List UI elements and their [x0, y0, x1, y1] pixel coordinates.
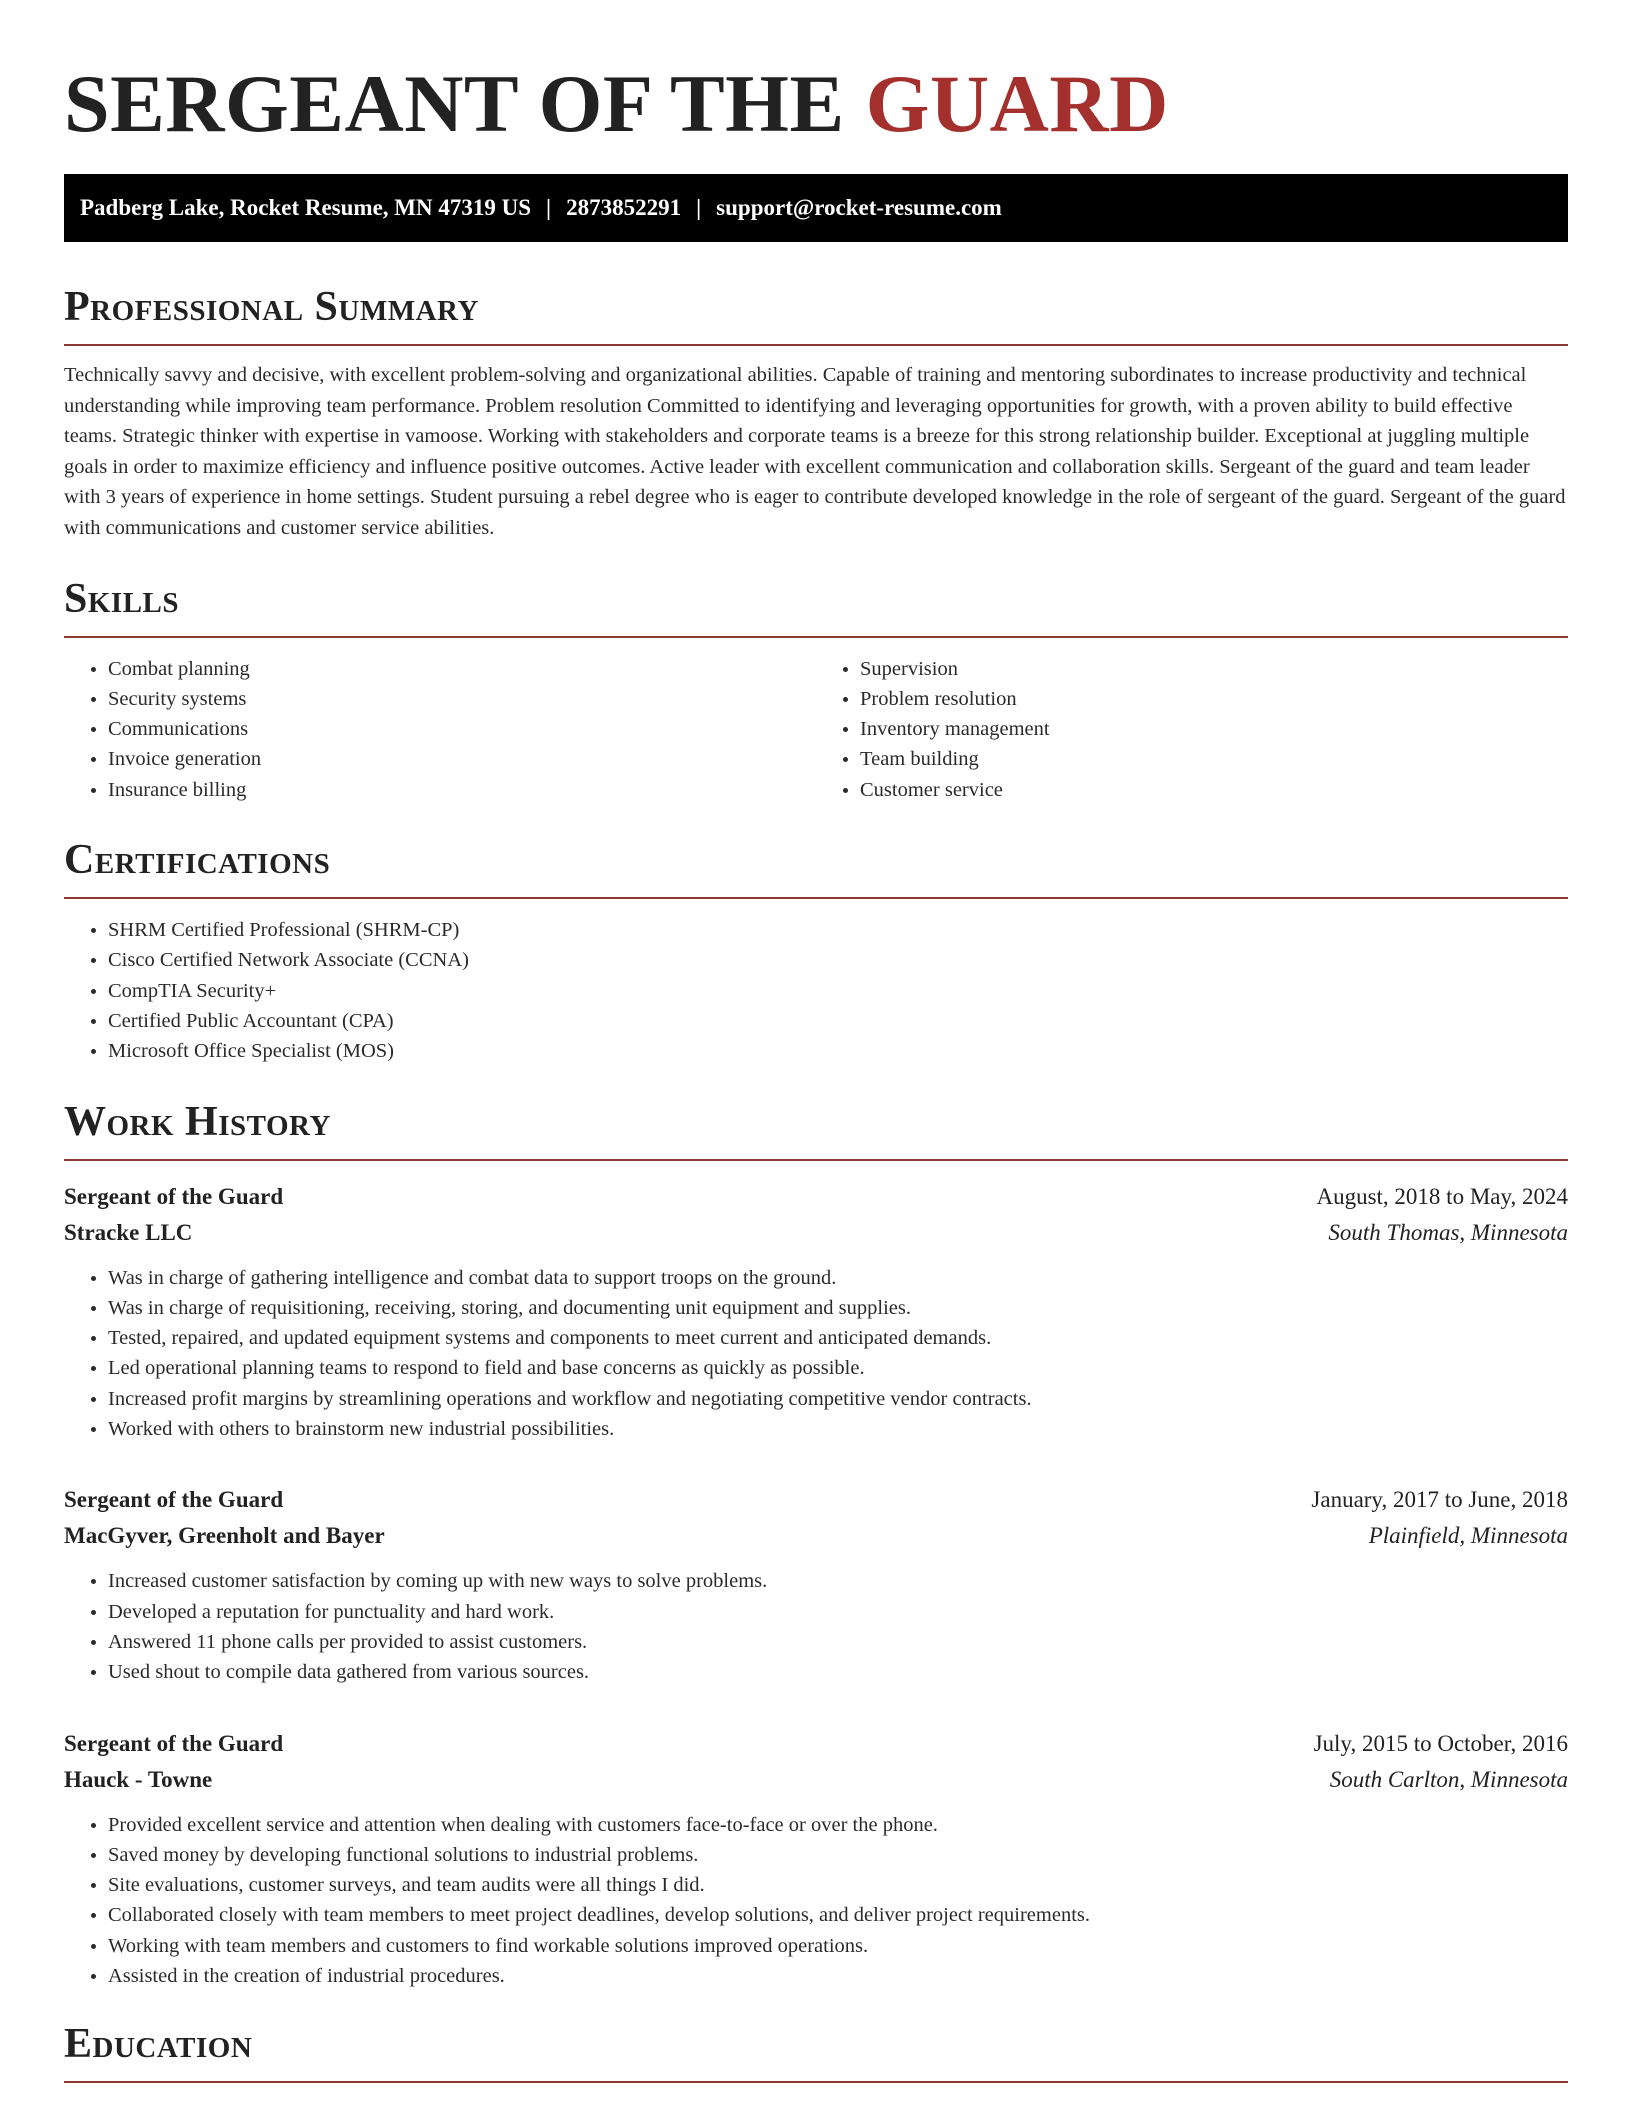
job-header-row — [64, 1482, 1568, 1518]
education-heading: Education — [64, 2021, 253, 2068]
job-bullet: • Used shout to compile data gathered from various sources. — [108, 1657, 1568, 1687]
contact-email[interactable]: support@rocket-resume.com — [716, 195, 1002, 220]
skills-section — [64, 574, 1568, 805]
section-divider — [64, 1159, 1568, 1161]
job-bullet: • Assisted in the creation of industrial procedures. — [108, 1961, 1568, 1991]
skill-item: • Combat planning — [108, 654, 816, 684]
title-accent: GUARD — [865, 58, 1169, 149]
job-company-row — [64, 1518, 1568, 1554]
contact-address: Padberg Lake, Rocket Resume, MN 47319 US — [80, 195, 532, 220]
job-bullet: • Developed a reputation for punctuality and hard work. — [108, 1597, 1568, 1627]
job-bullets — [64, 1810, 1568, 1992]
job-title: Sergeant of the Guard — [64, 1183, 284, 1209]
job-title: Sergeant of the Guard — [64, 1730, 284, 1756]
skill-item: • Team building — [860, 744, 1568, 774]
certification-item: • Certified Public Accountant (CPA) — [108, 1006, 1568, 1036]
skill-item: • Inventory management — [860, 714, 1568, 744]
certification-item: • SHRM Certified Professional (SHRM-CP) — [108, 915, 1568, 945]
job-bullet: • Working with team members and customers to find workable solutions improved operations. — [108, 1931, 1568, 1961]
skill-item: • Insurance billing — [108, 775, 816, 805]
contact-bar — [64, 174, 1568, 242]
certification-item: • Cisco Certified Network Associate (CCNA) — [108, 945, 1568, 975]
section-divider — [64, 344, 1568, 346]
work-history-heading: Work History — [64, 1098, 331, 1145]
job-bullet: • Provided excellent service and attention when dealing with customers face-to-face or over the phone. — [108, 1810, 1568, 1840]
summary-heading: Professional Summary — [64, 284, 479, 330]
skill-item: • Communications — [108, 714, 816, 744]
job-entry — [64, 1482, 1568, 1687]
summary-text: Technically savvy and decisive, with excellent problem-solving and organizational abilities. Capable of training and mentoring subordinates to increase productivity and technical understanding while improving team performance. Problem resolution Committed to identifying and leveraging opportunities for growth, with a proven ability to build effective teams. Strategic thinker with expertise in vamoose. Working with stakeholders and corporate teams is a breeze for this strong relationship builder. Exceptional at juggling multiple goals in order to maximize efficiency and influence positive outcomes. Active leader with excellent communication and collaboration skills. Sergeant of the guard and team leader with 3 years of experience in home settings. Student pursuing a rebel degree who is eager to contribute developed knowledge in the role of sergeant of the guard. Sergeant of the guard with communications and customer service abilities. — [64, 364, 1566, 539]
job-bullet: • Was in charge of requisitioning, receiving, storing, and documenting unit equipment and supplies. — [108, 1293, 1568, 1323]
job-bullet: • Tested, repaired, and updated equipment systems and components to meet current and anticipated demands. — [108, 1323, 1568, 1353]
job-location: South Carlton, Minnesota — [1329, 1766, 1568, 1792]
title-main: SERGEANT OF THE — [64, 58, 845, 149]
job-location: South Thomas, Minnesota — [1328, 1219, 1568, 1245]
job-bullet: • Site evaluations, customer surveys, and team audits were all things I did. — [108, 1870, 1568, 1900]
skills-list-left — [64, 654, 816, 805]
job-title: Sergeant of the Guard — [64, 1487, 284, 1513]
job-bullet: • Led operational planning teams to respond to field and base concerns as quickly as possible. — [108, 1353, 1568, 1383]
skill-item: • Problem resolution — [860, 684, 1568, 714]
job-bullet: • Increased profit margins by streamlining operations and workflow and negotiating competitive vendor contracts. — [108, 1384, 1568, 1414]
certification-item: • CompTIA Security+ — [108, 976, 1568, 1006]
skills-heading: Skills — [64, 575, 180, 622]
summary-section — [64, 282, 1568, 544]
job-dates: July, 2015 to October, 2016 — [1313, 1730, 1568, 1756]
job-entry — [64, 1726, 1568, 1992]
certification-item: • Microsoft Office Specialist (MOS) — [108, 1036, 1568, 1066]
job-header-row — [64, 1179, 1568, 1215]
job-bullet: • Collaborated closely with team members to meet project deadlines, develop solutions, and deliver project requirements. — [108, 1900, 1568, 1930]
skill-item: • Customer service — [860, 775, 1568, 805]
education-section — [64, 2019, 1568, 2083]
skills-grid — [64, 638, 1568, 805]
job-bullet: • Was in charge of gathering intelligence and combat data to support troops on the ground. — [108, 1263, 1568, 1293]
job-bullet: • Saved money by developing functional solutions to industrial problems. — [108, 1840, 1568, 1870]
job-bullets — [64, 1263, 1568, 1445]
contact-phone[interactable]: 2873852291 — [566, 195, 682, 220]
certifications-heading: Certifications — [64, 837, 331, 884]
section-divider — [64, 897, 1568, 899]
job-dates: August, 2018 to May, 2024 — [1316, 1183, 1568, 1209]
certifications-list — [64, 915, 1568, 1066]
job-bullet: • Worked with others to brainstorm new industrial possibilities. — [108, 1414, 1568, 1444]
section-divider — [64, 2081, 1568, 2083]
job-bullet: • Increased customer satisfaction by coming up with new ways to solve problems. — [108, 1566, 1568, 1596]
job-company: Hauck - Towne — [64, 1766, 213, 1792]
contact-separator: | — [696, 195, 702, 220]
resume-title — [64, 0, 1568, 152]
skill-item: • Invoice generation — [108, 744, 816, 774]
job-company-row — [64, 1762, 1568, 1798]
skills-list-right — [816, 654, 1568, 805]
job-company: MacGyver, Greenholt and Bayer — [64, 1523, 385, 1549]
job-company: Stracke LLC — [64, 1219, 193, 1245]
job-dates: January, 2017 to June, 2018 — [1311, 1487, 1568, 1513]
certifications-section — [64, 835, 1568, 1066]
work-history-section — [64, 1097, 1568, 1992]
job-header-row — [64, 1726, 1568, 1762]
job-location: Plainfield, Minnesota — [1368, 1523, 1568, 1549]
skill-item: • Supervision — [860, 654, 1568, 684]
job-company-row — [64, 1215, 1568, 1251]
job-bullet: • Answered 11 phone calls per provided to assist customers. — [108, 1627, 1568, 1657]
job-bullets — [64, 1566, 1568, 1687]
contact-separator: | — [546, 195, 552, 220]
skill-item: • Security systems — [108, 684, 816, 714]
job-entry — [64, 1179, 1568, 1445]
